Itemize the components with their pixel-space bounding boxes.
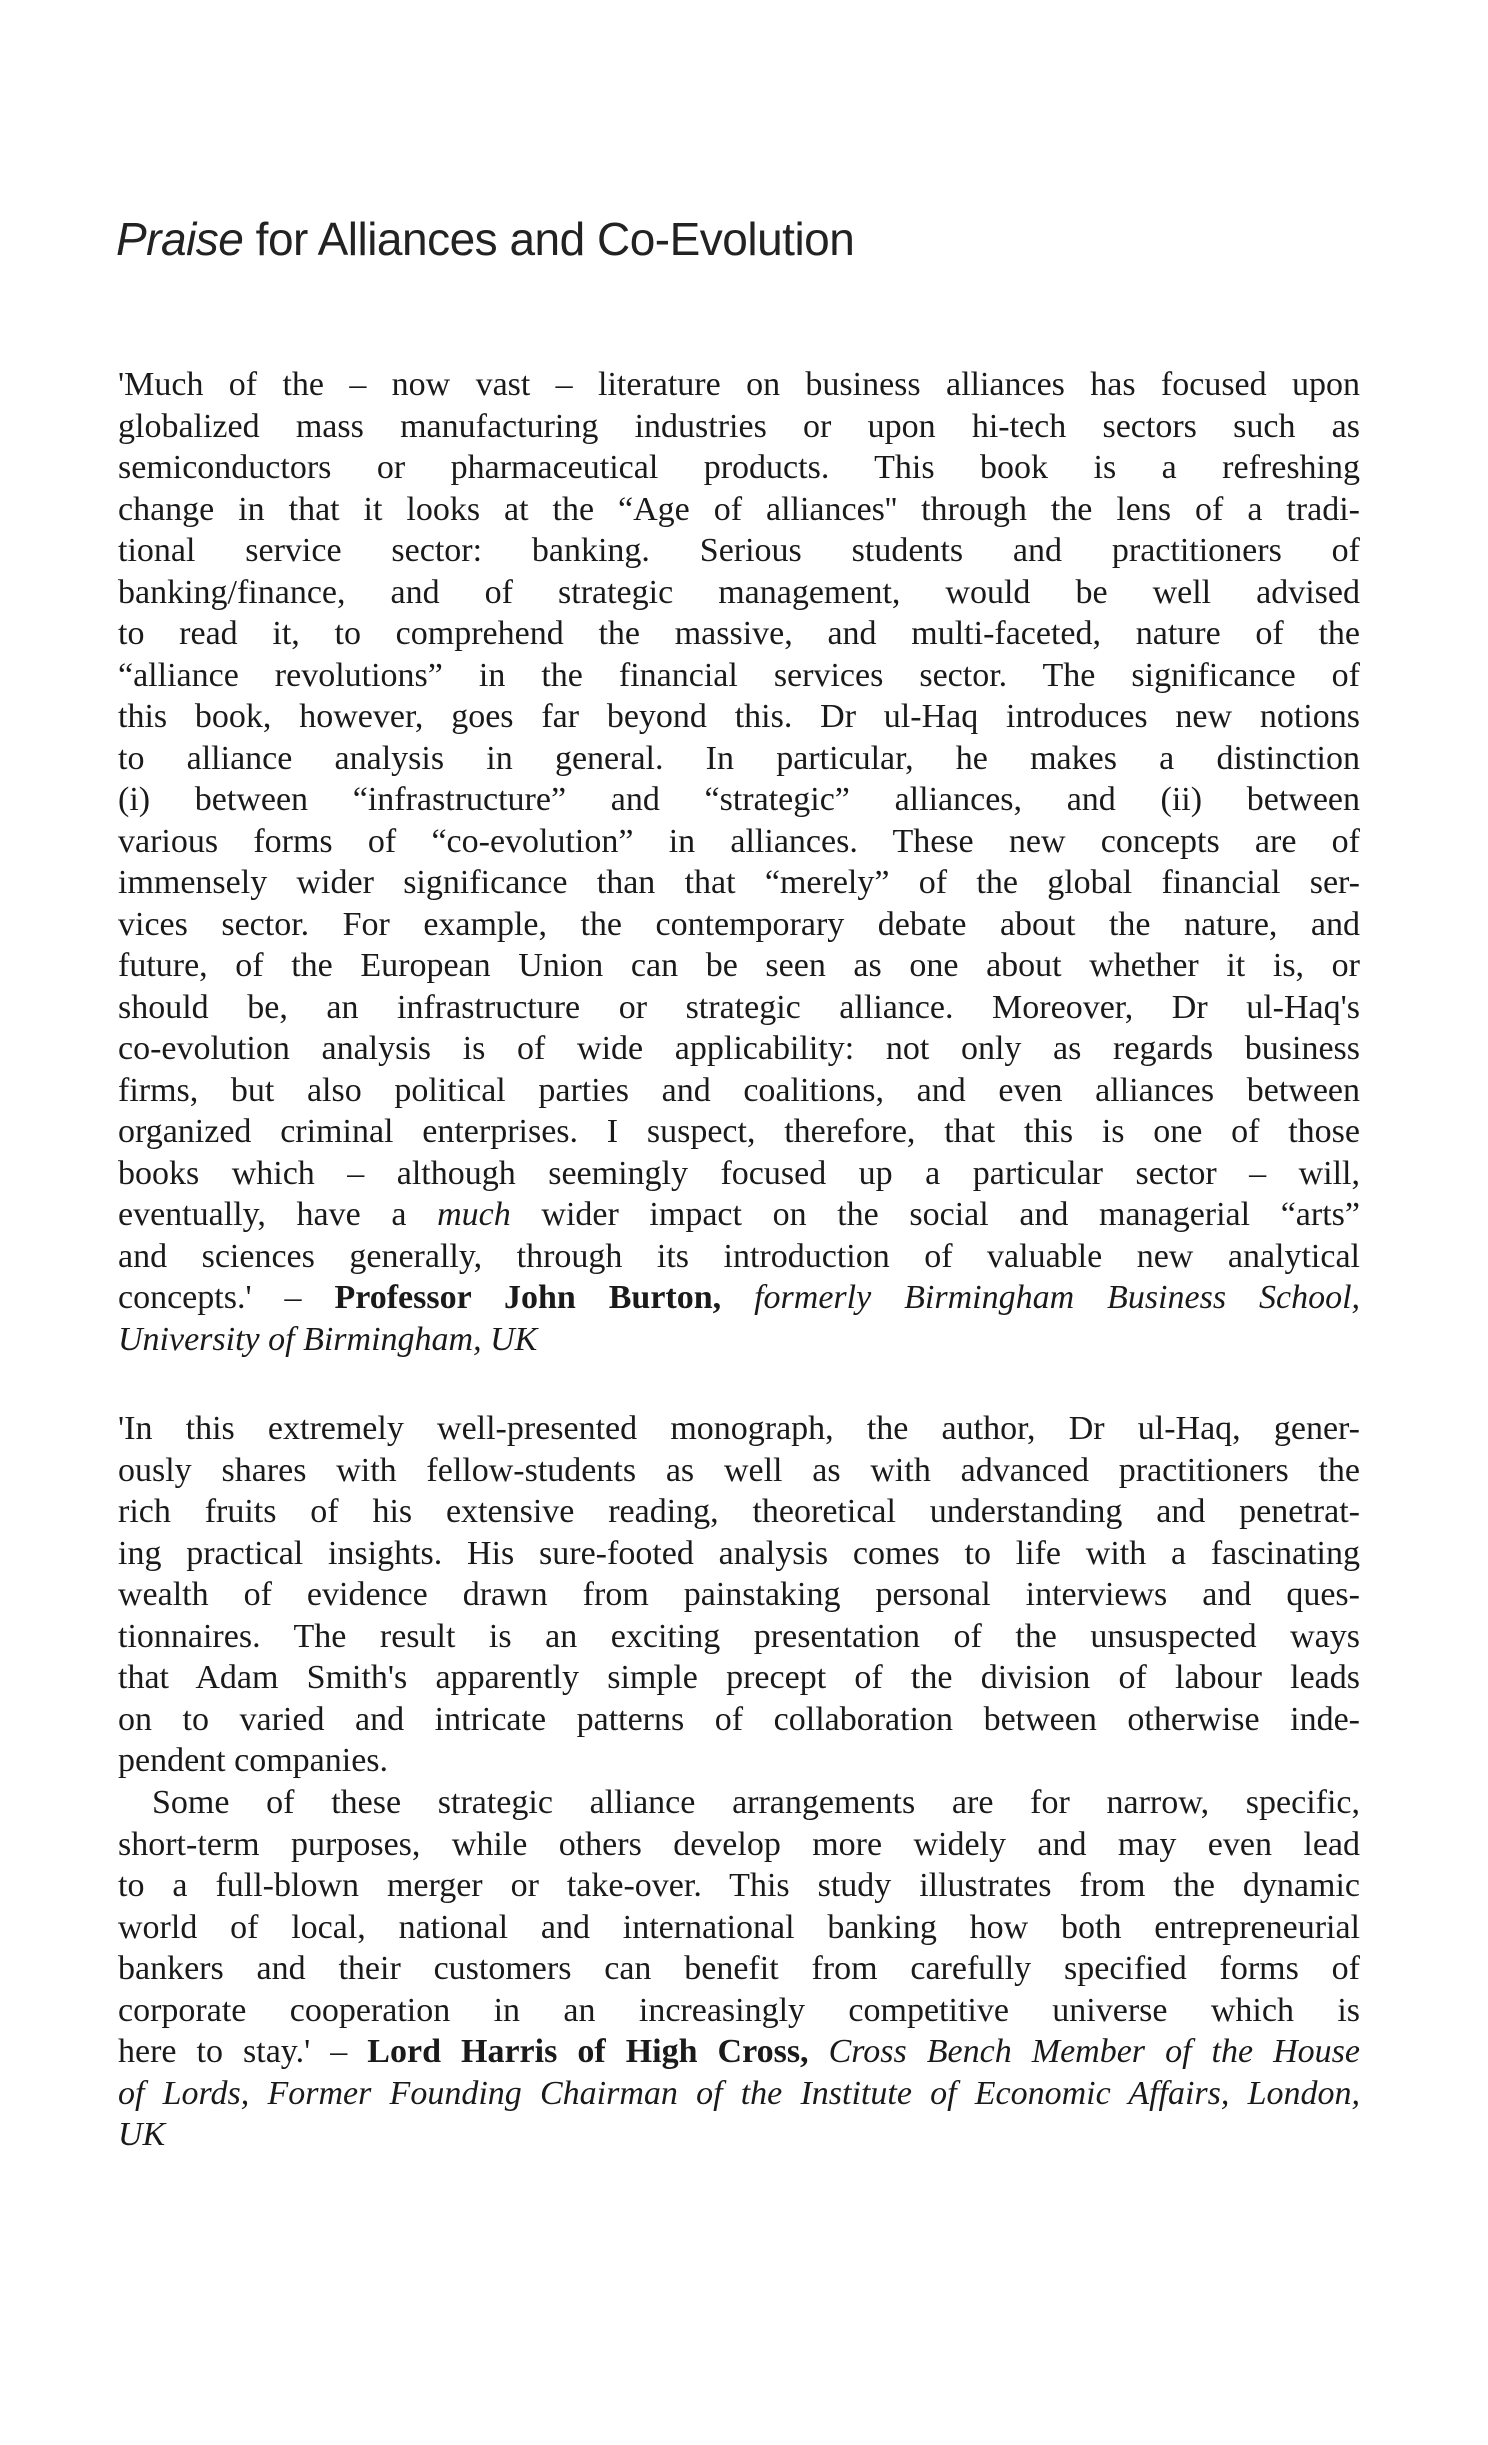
text-line [118, 945, 1360, 987]
text-line [118, 1236, 1360, 1278]
text-segment: concepts.' – [118, 1279, 335, 1316]
text-segment: various forms of “co-evolution” in alliances. These new concepts are of [118, 822, 1360, 860]
text-line [118, 987, 1360, 1029]
text-segment: pendent companies. [118, 1742, 389, 1779]
text-line [118, 655, 1360, 697]
text-segment: wider impact on the social and managerial “arts” [510, 1196, 1360, 1233]
text-segment: eventually, have a [118, 1196, 438, 1233]
text-segment: rich fruits of his extensive reading, theoretical understanding and penetrat- [118, 1493, 1360, 1530]
italic-text: formerly Birmingham Business School, [754, 1279, 1361, 1316]
text-line [118, 1028, 1360, 1070]
text-segment: ing practical insights. His sure-footed analysis comes to life with a fascinating [118, 1534, 1360, 1572]
italic-text: of Lords, Former Founding Chairman of the Institute of Economic Affairs, London, [118, 2074, 1360, 2112]
text-segment: 'In this extremely well-presented monograph, the author, Dr ul-Haq, gener- [118, 1410, 1360, 1447]
text-line [118, 1740, 1360, 1782]
text-segment: short-term purposes, while others develop more widely and may even lead [118, 1825, 1360, 1863]
text-segment: tionnaires. The result is an exciting presentation of the unsuspected ways [118, 1617, 1360, 1655]
title-rest: for Alliances and Co-Evolution [243, 213, 855, 265]
text-segment: and sciences generally, through its introduction of valuable new analytical [118, 1237, 1360, 1275]
text-segment: co-evolution analysis is of wide applicability: not only as regards business [118, 1030, 1360, 1067]
text-line [118, 1657, 1360, 1699]
praise-quote-harris-part1 [118, 1408, 1360, 1782]
text-line [118, 1616, 1360, 1658]
italic-text: University of Birmingham, UK [118, 1320, 538, 1358]
text-segment: wealth of evidence drawn from painstaking personal interviews and ques- [118, 1576, 1360, 1613]
text-segment: Some of these strategic alliance arrangements are for narrow, specific, [152, 1784, 1360, 1821]
italic-text: Cross Bench Member of the House [828, 2033, 1361, 2070]
text-segment: on to varied and intricate patterns of collaboration between otherwise inde- [118, 1700, 1360, 1738]
text-segment: should be, an infrastructure or strategic alliance. Moreover, Dr ul-Haq's [118, 988, 1360, 1026]
text-segment: here to stay.' – [118, 2033, 368, 2070]
text-segment [721, 1279, 754, 1316]
text-line [118, 821, 1360, 863]
text-segment [809, 2033, 829, 2070]
praise-quote-harris-part2 [118, 1782, 1360, 2156]
text-segment: world of local, national and international banking how both entrepreneurial [118, 1908, 1360, 1946]
text-segment: 'Much of the – now vast – literature on business alliances has focused upon [118, 366, 1360, 403]
text-line [118, 2031, 1360, 2073]
text-line [118, 406, 1360, 448]
text-segment: vices sector. For example, the contemporary debate about the nature, and [118, 905, 1360, 943]
text-line [118, 1865, 1360, 1907]
text-segment: corporate cooperation in an increasingly competitive universe which is [118, 1991, 1360, 2029]
italic-text: UK [118, 2116, 166, 2153]
text-line [118, 1907, 1360, 1949]
title-emphasis: Praise [116, 213, 244, 265]
italic-text: much [437, 1196, 511, 1233]
text-segment: semiconductors or pharmaceutical products. This book is a refreshing [118, 449, 1360, 486]
text-line [118, 1111, 1360, 1153]
text-segment: to a full-blown merger or take-over. This study illustrates from the dynamic [118, 1867, 1360, 1904]
text-segment: firms, but also political parties and coalitions, and even alliances between [118, 1071, 1360, 1109]
text-segment: this book, however, goes far beyond this. Dr ul-Haq introduces new notions [118, 698, 1360, 735]
text-segment: ously shares with fellow-students as well as with advanced practitioners the [118, 1451, 1360, 1489]
text-segment: tional service sector: banking. Serious students and practitioners of [118, 532, 1360, 569]
text-line [118, 1194, 1360, 1236]
text-line [118, 1990, 1360, 2032]
text-line [118, 489, 1360, 531]
praise-quote-burton [118, 364, 1360, 1360]
text-line [118, 1824, 1360, 1866]
text-segment: change in that it looks at the “Age of alliances'' through the lens of a tradi- [118, 490, 1360, 528]
text-line [118, 696, 1360, 738]
text-line [118, 1782, 1360, 1824]
text-line [118, 1699, 1360, 1741]
text-line [118, 1450, 1360, 1492]
text-line [118, 530, 1360, 572]
text-segment: books which – although seemingly focused up a particular sector – will, [118, 1154, 1360, 1192]
text-line [118, 1070, 1360, 1112]
text-line [118, 1491, 1360, 1533]
attribution-name: Professor John Burton, [334, 1279, 722, 1316]
text-segment: to alliance analysis in general. In particular, he makes a distinction [118, 739, 1360, 777]
text-line [118, 862, 1360, 904]
text-segment: that Adam Smith's apparently simple precept of the division of labour leads [118, 1659, 1360, 1696]
text-line [118, 572, 1360, 614]
text-line [118, 738, 1360, 780]
text-segment: to read it, to comprehend the massive, and multi-faceted, nature of the [118, 615, 1360, 652]
text-segment: future, of the European Union can be seen as one about whether it is, or [118, 947, 1360, 984]
text-segment: “alliance revolutions” in the financial services sector. The significance of [118, 656, 1360, 694]
text-line [118, 364, 1360, 406]
text-segment: globalized mass manufacturing industries or upon hi-tech sectors such as [118, 407, 1360, 445]
text-line [118, 1948, 1360, 1990]
page-title [116, 212, 854, 266]
text-line [118, 447, 1360, 489]
text-segment: (i) between “infrastructure” and “strategic” alliances, and (ii) between [118, 781, 1360, 818]
attribution-name: Lord Harris of High Cross, [367, 2033, 809, 2070]
text-line [118, 613, 1360, 655]
text-line [118, 1533, 1360, 1575]
text-line [118, 1574, 1360, 1616]
text-segment: immensely wider significance than that “merely” of the global financial ser- [118, 864, 1360, 901]
text-line [118, 1408, 1360, 1450]
text-segment: bankers and their customers can benefit from carefully specified forms of [118, 1950, 1360, 1987]
text-segment: organized criminal enterprises. I suspect, therefore, that this is one of those [118, 1113, 1360, 1150]
text-line [118, 1153, 1360, 1195]
text-line [118, 904, 1360, 946]
text-line [118, 779, 1360, 821]
text-segment: banking/finance, and of strategic management, would be well advised [118, 573, 1360, 611]
text-line [118, 1277, 1360, 1319]
text-line [118, 1319, 1360, 1361]
text-line [118, 2114, 1360, 2156]
text-line [118, 2073, 1360, 2115]
